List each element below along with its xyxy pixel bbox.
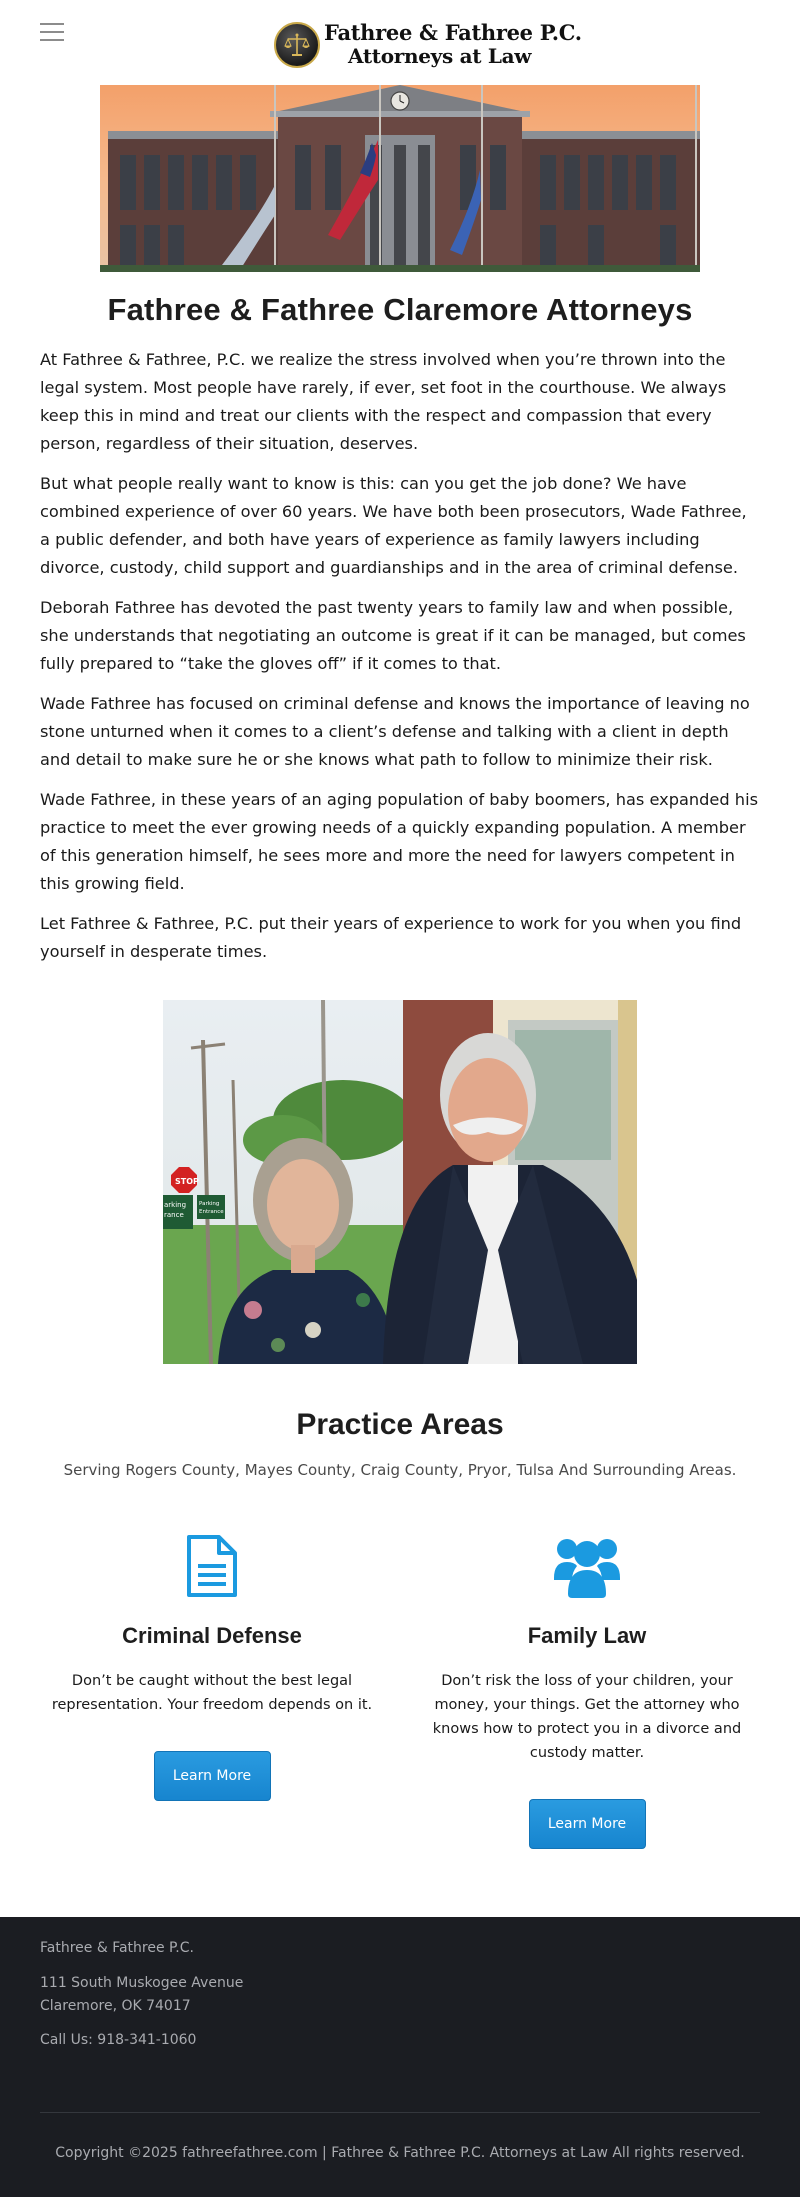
sign-text: Entrance: [199, 1209, 224, 1215]
intro-paragraph: Deborah Fathree has devoted the past twenty years to family law and when possible, she understands that negotiating an outcome is great if it can be managed, but comes fully prepared to “take the gloves off” if it comes to that.: [40, 598, 746, 673]
intro-paragraph: At Fathree & Fathree, P.C. we realize the stress involved when you’re thrown into the legal system. Most people have rarely, if ever, set foot in the courthouse. We always keep this in mind and treat our clients with the respect and compassion that every person, regardless of their situation, deserves.: [40, 350, 727, 453]
practice-area-name: Criminal Defense: [122, 1623, 302, 1648]
courthouse-hero-image: [100, 85, 700, 272]
practice-area-name: Family Law: [527, 1623, 647, 1648]
intro-paragraph: Wade Fathree, in these years of an aging population of baby boomers, has expanded his practice to meet the ever growing needs of a quickly expanding population. A member of this generation himself, he sees more and more the need for lawyers competent in this growing field.: [40, 790, 759, 893]
practice-area-family-law: [412, 1534, 762, 1849]
footer-address-line1: 111 South Muskogee Avenue: [40, 1975, 244, 1991]
learn-more-family-button[interactable]: Learn More: [529, 1799, 646, 1849]
practice-area-description: Don’t risk the loss of your children, your money, your things. Get the attorney who knows how to protect you in a divorce and custody matter.: [432, 1673, 742, 1761]
users-icon: [554, 1534, 620, 1598]
scales-of-justice-icon: [274, 22, 320, 68]
intro-text: [40, 346, 760, 978]
footer-address-line2: Claremore, OK 74017: [40, 1998, 191, 2014]
practice-areas-subtitle: Serving Rogers County, Mayes County, Craig County, Pryor, Tulsa And Surrounding Areas.: [63, 1461, 737, 1479]
intro-paragraph: But what people really want to know is this: can you get the job done? We have combined experience of over 60 years. We have both been prosecutors, Wade Fathree, a public defender, and both have years of experience as family lawyers including divorce, custody, child support and guardianships and in the area of criminal defense.: [40, 474, 747, 577]
page-title: Fathree & Fathree Claremore Attorneys: [107, 292, 693, 327]
site-footer: [0, 1917, 800, 2197]
stop-sign-text: STOP: [175, 1177, 199, 1186]
practice-area-criminal-defense: [37, 1534, 387, 1801]
logo-tagline: Attorneys at Law: [348, 44, 532, 68]
footer-firm-name: Fathree & Fathree P.C.: [40, 1940, 194, 1956]
attorneys-photo: [163, 1000, 637, 1364]
site-logo[interactable]: [274, 18, 582, 72]
document-icon: [185, 1534, 239, 1598]
learn-more-criminal-button[interactable]: Learn More: [154, 1751, 271, 1801]
sign-text: rance: [164, 1211, 184, 1219]
sign-text: Parking: [199, 1201, 220, 1207]
footer-phone[interactable]: Call Us: 918-341-1060: [40, 2032, 197, 2048]
footer-copyright: Copyright ©2025 fathreefathree.com | Fathree & Fathree P.C. Attorneys at Law All rights reserved.: [55, 2145, 745, 2161]
sign-text: arking: [164, 1201, 187, 1209]
intro-paragraph: Wade Fathree has focused on criminal defense and knows the importance of leaving no stone unturned when it comes to a client’s defense and talking with a client in depth and detail to make sure he or she knows what path to follow to minimize their risk.: [40, 694, 750, 769]
footer-divider: [40, 2112, 760, 2113]
site-header: [0, 0, 800, 82]
menu-icon[interactable]: [40, 22, 64, 42]
practice-areas-title: Practice Areas: [296, 1408, 504, 1441]
practice-area-description: Don’t be caught without the best legal representation. Your freedom depends on it.: [51, 1673, 373, 1713]
logo-firm-name: Fathree & Fathree P.C.: [324, 20, 582, 45]
intro-paragraph: Let Fathree & Fathree, P.C. put their years of experience to work for you when you find yourself in desperate times.: [40, 914, 742, 961]
